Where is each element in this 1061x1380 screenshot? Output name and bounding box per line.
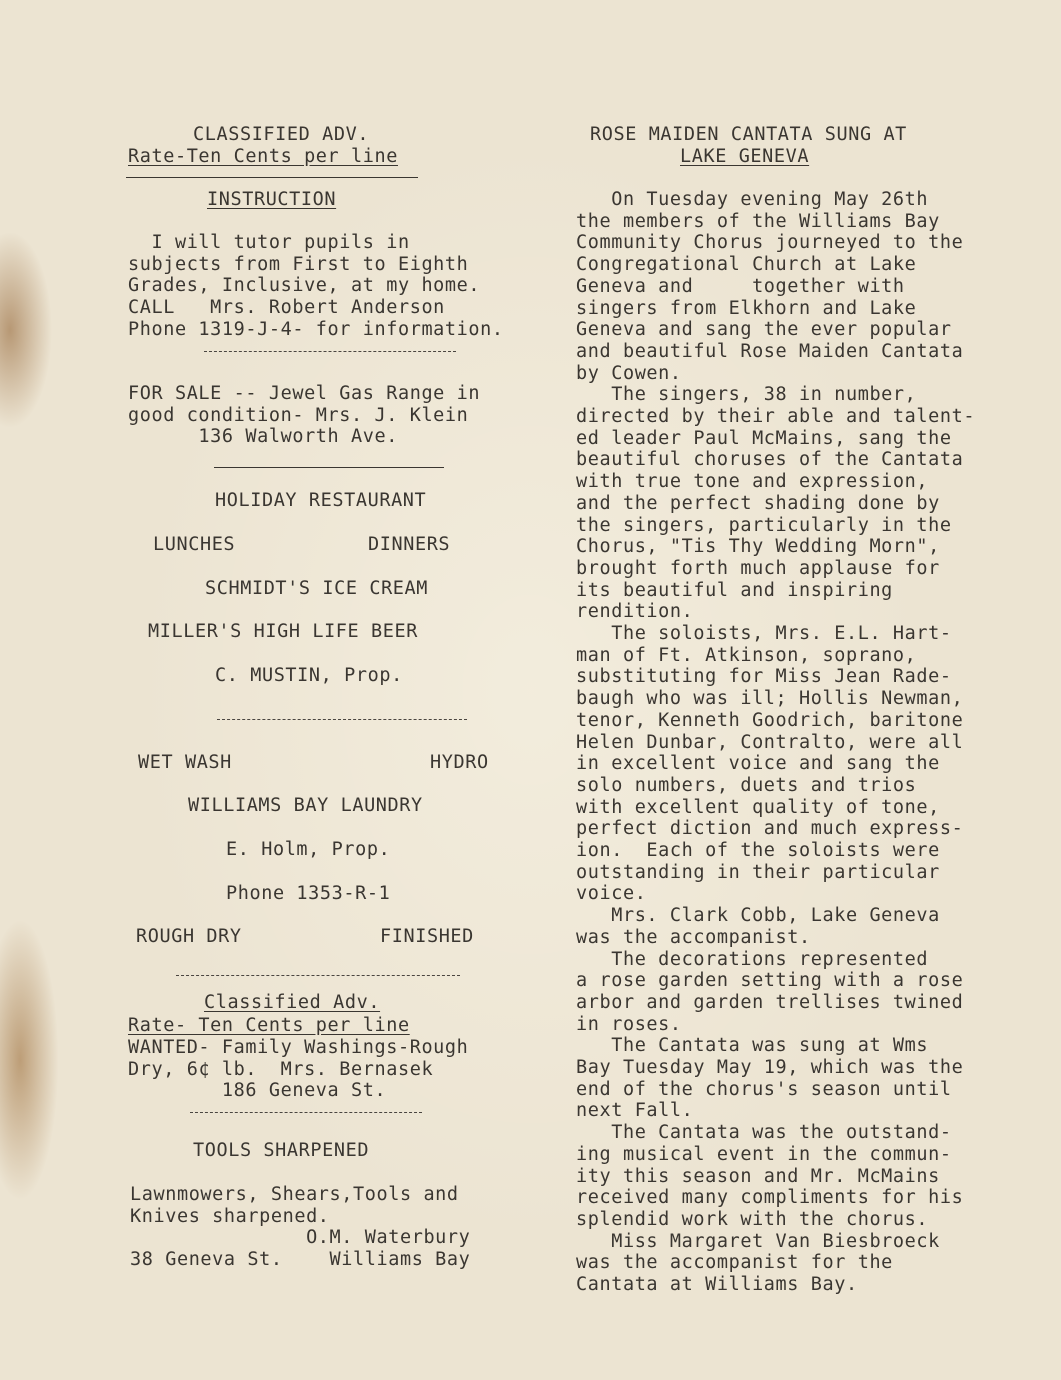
tools-line: O.M. Waterbury [130,1227,471,1249]
article-line: Community Chorus journeyed to the [576,232,964,254]
article-line: tenor, Kenneth Goodrich, baritone [576,709,964,731]
wanted-line: WANTED- Family Washings-Rough [128,1037,469,1058]
article-line: its beautiful and inspiring [576,579,893,601]
article-line: Geneva and sang the ever popular [576,319,952,341]
article-line: Miss Margaret Van Biesbroeck [576,1230,940,1252]
article-line: was the accompanist. [576,926,811,948]
article-line: man of Ft. Atkinson, soprano, [576,644,917,666]
article-line: outstanding in their particular [576,861,940,883]
article-line: the members of the Williams Bay [576,210,940,232]
article-headline-line-2: LAKE GENEVA [680,146,810,167]
article-line: a rose garden setting with a rose [576,970,964,992]
article-line: Cantata at Williams Bay. [576,1274,858,1295]
laundry-name: WILLIAMS BAY LAUNDRY [188,795,423,816]
article-line: with true tone and expression, [576,471,929,493]
article-line: by Cowen. [576,362,682,384]
laundry-rough-dry: ROUGH DRY [136,926,242,947]
article-line: brought forth much applause for [576,557,940,579]
article-line: Geneva and together with [576,275,905,297]
article-line: singers from Elkhorn and Lake [576,297,917,319]
for-sale-line: FOR SALE -- Jewel Gas Range in [128,383,481,404]
article-line: Mrs. Clark Cobb, Lake Geneva [576,905,940,927]
laundry-hydro: HYDRO [430,752,489,773]
article-line: beautiful choruses of the Cantata [576,449,964,471]
header-rule [126,177,418,178]
restaurant-ice-cream: SCHMIDT'S ICE CREAM [205,578,429,599]
restaurant-name: HOLIDAY RESTAURANT [215,490,427,511]
divider-5 [190,1112,422,1113]
article-line: Congregational Church at Lake [576,254,917,276]
article-line: Bay Tuesday May 19, which was the [576,1057,964,1078]
article-headline-line-1: ROSE MAIDEN CANTATA SUNG AT [590,124,907,145]
restaurant-prop: C. MUSTIN, Prop. [215,665,403,686]
for-sale-line: good condition- Mrs. J. Klein [128,404,469,426]
laundry-phone: Phone 1353-R-1 [226,883,391,904]
article-line: The Cantata was sung at Wms [576,1035,929,1057]
article-line: ing musical event in the commun- [576,1143,952,1165]
article-line: the singers, particularly in the [576,514,952,536]
classified-rate-2: Rate- Ten Cents per line [128,1015,410,1036]
for-sale-line: 136 Walworth Ave. [128,426,398,448]
article-line: solo numbers, duets and trios [576,774,917,796]
laundry-prop: E. Holm, Prop. [226,839,391,860]
instruction-line: Phone 1319-J-4- for information. [128,318,504,340]
tools-line: Lawnmowers, Shears,Tools and [130,1184,459,1205]
article-line: received many compliments for his [576,1187,964,1209]
wanted-line: 186 Geneva St. [128,1080,387,1102]
classified-header-title: CLASSIFIED ADV. [193,124,370,145]
instruction-line: Grades, Inclusive, at my home. [128,275,481,297]
instruction-line: subjects from First to Eighth [128,253,469,275]
laundry-wet-wash: WET WASH [138,752,232,773]
article-line: was the accompanist for the [576,1252,893,1274]
article-line: voice. [576,883,647,905]
article-line: Helen Dunbar, Contralto, were all [576,731,964,753]
article-line: baugh who was ill; Hollis Newman, [576,688,964,710]
divider-1 [204,351,456,352]
article-line: rendition. [576,601,694,623]
tools-line: Knives sharpened. [130,1205,330,1227]
classified-title-2: Classified Adv. [204,992,381,1013]
divider-4 [176,975,460,976]
article-line: in roses. [576,1013,682,1035]
article-line: with excellent quality of tone, [576,796,940,818]
article-line: arbor and garden trellises twined [576,991,964,1013]
article-line: splendid work with the chorus. [576,1208,929,1230]
article-line: end of the chorus's season until [576,1078,952,1100]
tools-line: 38 Geneva St. Williams Bay [130,1249,471,1271]
article-line: directed by their able and talent- [576,406,976,427]
restaurant-dinners: DINNERS [368,534,451,555]
divider-3 [217,719,467,720]
restaurant-beer: MILLER'S HIGH LIFE BEER [148,621,418,642]
article-line: ed leader Paul McMains, sang the [576,427,952,449]
wanted-line: Dry, 6¢ lb. Mrs. Bernasek [128,1058,434,1080]
article-line: Chorus, "Tis Thy Wedding Morn", [576,536,940,558]
restaurant-lunches: LUNCHES [153,534,236,555]
article-line: in excellent voice and sang the [576,753,940,775]
classified-header-rate: Rate-Ten Cents per line [128,146,398,167]
article-line: The soloists, Mrs. E.L. Hart- [576,623,952,644]
article-line: The singers, 38 in number, [576,384,917,406]
instruction-line: CALL Mrs. Robert Anderson [128,297,445,319]
article-line: The decorations represented [576,948,929,970]
article-line: ity this season and Mr. McMains [576,1165,940,1187]
article-line: ion. Each of the soloists were [576,840,940,861]
article-line: next Fall. [576,1100,694,1122]
article-line: perfect diction and much express- [576,818,964,840]
tools-heading: TOOLS SHARPENED [193,1140,370,1161]
divider-2 [214,467,444,468]
article-line: substituting for Miss Jean Rade- [576,666,952,688]
article-line: and the perfect shading done by [576,492,940,514]
instruction-heading: INSTRUCTION [207,189,337,210]
laundry-finished: FINISHED [380,926,474,947]
article-line: and beautiful Rose Maiden Cantata [576,340,964,362]
article-line: The Cantata was the outstand- [576,1122,952,1144]
article-line: On Tuesday evening May 26th [576,189,929,210]
instruction-line: I will tutor pupils in [128,232,410,253]
